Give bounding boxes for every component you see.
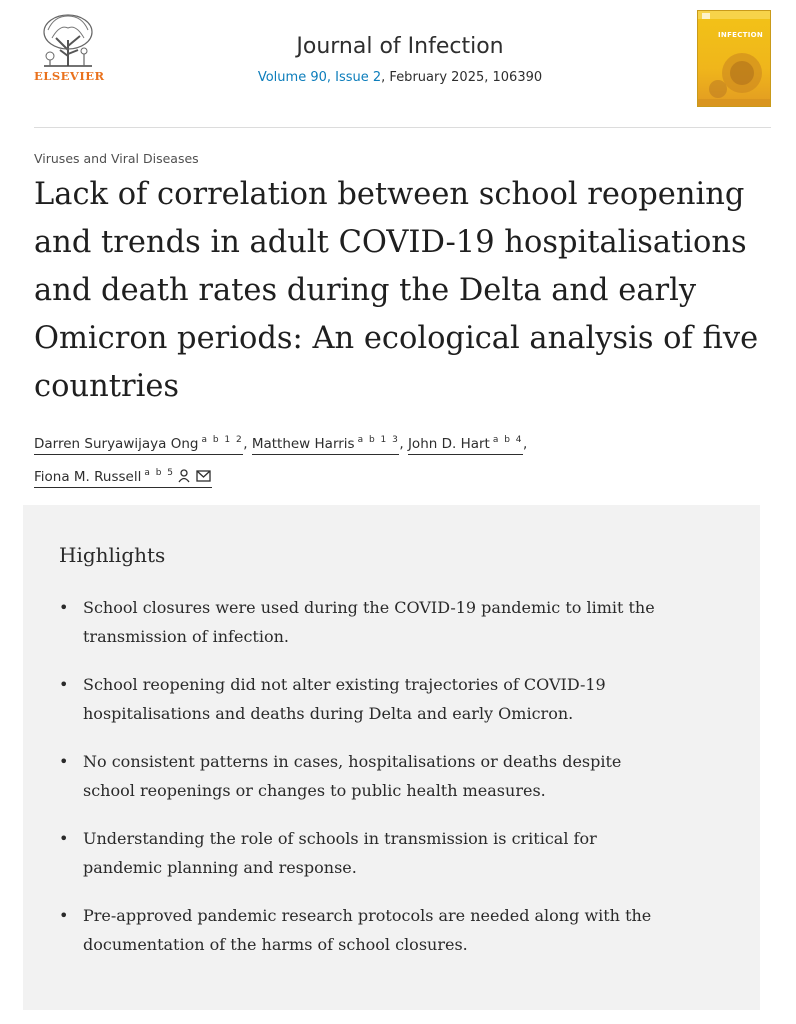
article-title: Lack of correlation between school reopening and trends in adult COVID-19 hospitalisations and death rates during the Delta and early Omicron periods: An ecological analysis of five countries [34,177,759,404]
highlight-text: No consistent patterns in cases, hospitalisations or deaths despite school reopenings or changes to public health measures. [83,752,622,800]
highlight-item [59,670,659,728]
highlight-item [59,824,659,882]
highlight-item [59,901,659,959]
bullet-icon: • [59,829,69,848]
author-name: Darren Suryawijaya Ong [34,436,199,452]
highlight-text: School closures were used during the COVID-19 pandemic to limit the transmission of infection. [83,598,655,646]
author-list: Darren Suryawijaya Ong $^{a b 1 2}$, Matthew Harris $^{a b 1 3}$, John D. Hart $^{a b 4}$, Fiona M. Russell $^{a b 5}$ [34,426,774,494]
journal-cover-thumbnail[interactable] [697,10,771,107]
publisher-wordmark[interactable]: ELSEVIER [34,69,105,83]
highlight-text: School reopening did not alter existing trajectories of COVID-19 hospitalisations and deaths during Delta and early Omicron. [83,675,606,723]
author-contact-icons [178,465,212,494]
author-name: John D. Hart [407,436,490,452]
author-link[interactable] [34,436,243,455]
highlight-text: Understanding the role of schools in transmission is critical for pandemic planning and response. [83,829,597,877]
author-affiliations: a b 4 [492,435,524,445]
author-link[interactable] [252,436,400,455]
volume-line [200,70,600,85]
author-link[interactable] [34,469,212,488]
author-name: Matthew Harris [251,436,355,452]
author-name: Fiona M. Russell [34,469,142,485]
bullet-icon: • [59,906,69,925]
highlight-item [59,747,659,805]
highlights-list [59,593,659,978]
highlights-section [23,505,760,1010]
highlights-heading: Highlights [59,543,166,567]
article-category: Viruses and Viral Diseases [34,151,199,166]
bullet-icon: • [59,752,69,771]
bullet-icon: • [59,675,69,694]
header-divider [34,127,771,128]
volume-issue-link[interactable]: Volume 90, Issue 2 [257,70,382,85]
author-affiliations: a b 1 3 [357,435,400,445]
highlight-text: Pre-approved pandemic research protocols are needed along with the documentation of the harms of school closures. [83,906,652,954]
journal-header [0,0,796,128]
author-link[interactable] [408,436,523,455]
person-icon [179,470,189,482]
envelope-icon [197,471,210,481]
journal-title-link[interactable]: Journal of Infection [296,34,504,59]
date-article-number: , February 2025, 106390 [381,70,543,85]
author-affiliations: a b 5 [144,468,175,478]
cover-art-icon [698,11,771,107]
cover-label: INFECTION [718,31,764,39]
highlight-item [59,593,659,651]
bullet-icon: • [59,598,69,617]
author-affiliations: a b 1 2 [201,435,244,445]
